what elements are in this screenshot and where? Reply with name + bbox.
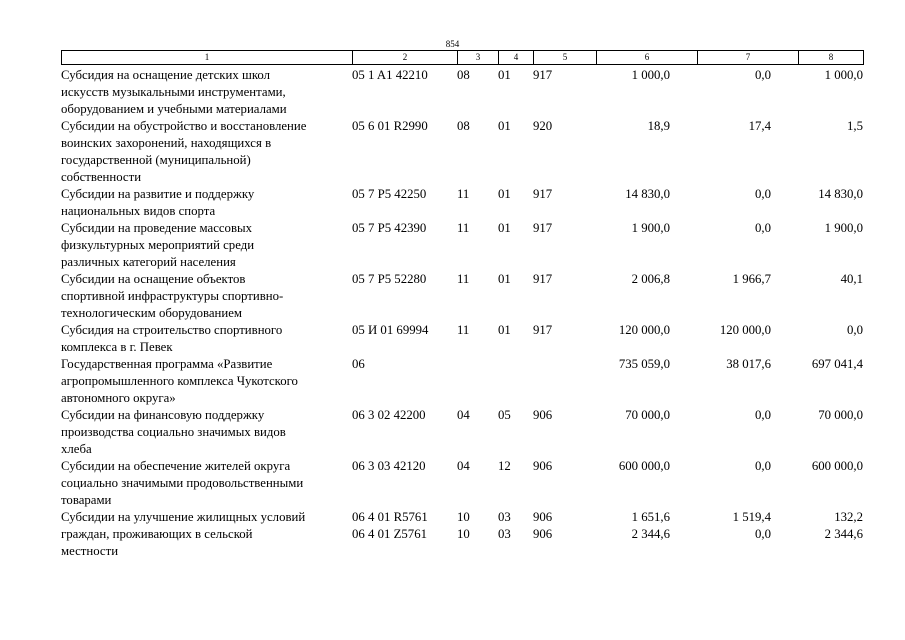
table-row [61, 356, 863, 407]
row-subsection: 01 [498, 187, 511, 201]
row-regional: 40,1 [840, 272, 863, 286]
row-total: 2 344,6 [631, 527, 670, 541]
table-row [61, 509, 863, 526]
row-subsection: 01 [498, 221, 511, 235]
row-section: 08 [457, 119, 470, 133]
row-subsection: 12 [498, 459, 511, 473]
row-name-line: Субсидии на обеспечение жителей округа [61, 459, 291, 473]
row-section: 11 [457, 187, 470, 201]
row-admin-code: 917 [533, 221, 553, 235]
row-federal: 120 000,0 [719, 323, 771, 337]
row-regional: 1,5 [847, 119, 863, 133]
row-regional: 132,2 [834, 510, 863, 524]
row-subsection: 03 [498, 527, 511, 541]
row-name [61, 407, 351, 458]
row-regional: 70 000,0 [818, 408, 863, 422]
row-admin-code: 906 [533, 527, 553, 541]
row-subsection: 01 [498, 68, 511, 82]
table-row [61, 118, 863, 186]
row-federal: 0,0 [755, 459, 771, 473]
row-federal: 0,0 [755, 68, 771, 82]
row-code: 05 7 P5 42250 [352, 187, 427, 201]
row-section: 04 [457, 459, 470, 473]
table-row [61, 458, 863, 509]
row-regional: 1 900,0 [824, 221, 863, 235]
row-name [61, 356, 351, 407]
table-row [61, 220, 863, 271]
row-name-line: хлеба [61, 442, 92, 456]
row-code: 05 1 A1 42210 [352, 68, 428, 82]
row-name [61, 526, 351, 560]
header-col-3: 3 [458, 51, 499, 65]
row-subsection: 01 [498, 119, 511, 133]
row-name-line: физкультурных мероприятий среди [61, 238, 255, 252]
row-admin-code: 906 [533, 510, 553, 524]
row-name [61, 220, 351, 271]
row-name-line: государственной (муниципальной) [61, 153, 251, 167]
row-name-line: товарами [61, 493, 112, 507]
row-total: 1 000,0 [631, 68, 670, 82]
row-code: 05 7 P5 42390 [352, 221, 427, 235]
row-total: 120 000,0 [618, 323, 670, 337]
row-name-line: спортивной инфраструктуры спортивно- [61, 289, 284, 303]
row-regional: 1 000,0 [824, 68, 863, 82]
table-row [61, 322, 863, 356]
row-code: 06 3 02 42200 [352, 408, 426, 422]
row-section: 11 [457, 272, 470, 286]
row-regional: 697 041,4 [811, 357, 863, 371]
header-col-4: 4 [499, 51, 534, 65]
row-federal: 0,0 [755, 187, 771, 201]
table-row [61, 407, 863, 458]
row-section: 10 [457, 527, 470, 541]
table-row [61, 186, 863, 220]
row-name-line: Субсидии на проведение массовых [61, 221, 252, 235]
row-section: 11 [457, 323, 470, 337]
row-admin-code: 917 [533, 323, 553, 337]
row-name-line: Субсидии на оснащение объектов [61, 272, 246, 286]
row-name-line: Субсидии на обустройство и восстановление [61, 119, 307, 133]
row-federal: 38 017,6 [726, 357, 771, 371]
row-regional: 2 344,6 [824, 527, 863, 541]
row-name-line: воинских захоронений, находящихся в [61, 136, 272, 150]
row-name-line: граждан, проживающих в сельской [61, 527, 253, 541]
row-name [61, 322, 351, 356]
row-federal: 1 519,4 [732, 510, 771, 524]
row-code: 05 И 01 69994 [352, 323, 429, 337]
row-name [61, 186, 351, 220]
row-admin-code: 920 [533, 119, 553, 133]
budget-table-body [61, 67, 863, 560]
row-federal: 0,0 [755, 527, 771, 541]
row-code: 06 4 01 Z5761 [352, 527, 428, 541]
row-regional: 600 000,0 [811, 459, 863, 473]
table-row [61, 526, 863, 560]
row-total: 70 000,0 [625, 408, 670, 422]
row-total: 2 006,8 [631, 272, 670, 286]
row-regional: 0,0 [847, 323, 863, 337]
header-col-6: 6 [597, 51, 698, 65]
row-total: 18,9 [647, 119, 670, 133]
row-code: 06 3 03 42120 [352, 459, 426, 473]
row-admin-code: 906 [533, 459, 553, 473]
header-col-2: 2 [353, 51, 458, 65]
row-section: 04 [457, 408, 470, 422]
row-subsection: 01 [498, 272, 511, 286]
row-name-line: производства социально значимых видов [61, 425, 286, 439]
row-name [61, 271, 351, 322]
row-name-line: Государственная программа «Развитие [61, 357, 273, 371]
row-name-line: искусств музыкальными инструментами, [61, 85, 286, 99]
row-name-line: Субсидии на улучшение жилищных условий [61, 510, 306, 524]
row-name [61, 509, 351, 526]
row-code: 05 7 P5 52280 [352, 272, 427, 286]
row-name [61, 118, 351, 186]
row-section: 08 [457, 68, 470, 82]
row-total: 735 059,0 [618, 357, 670, 371]
row-name-line: социально значимыми продовольственными [61, 476, 304, 490]
row-section: 11 [457, 221, 470, 235]
row-admin-code: 917 [533, 68, 553, 82]
page-number: 854 [445, 39, 460, 49]
header-col-8: 8 [799, 51, 864, 65]
row-admin-code: 917 [533, 272, 553, 286]
row-federal: 17,4 [748, 119, 771, 133]
row-name-line: местности [61, 544, 119, 558]
column-header-row [61, 50, 864, 65]
row-name-line: Субсидия на строительство спортивного [61, 323, 283, 337]
row-federal: 1 966,7 [732, 272, 771, 286]
row-total: 600 000,0 [618, 459, 670, 473]
row-name-line: Субсидии на развитие и поддержку [61, 187, 255, 201]
row-name-line: Субсидии на финансовую поддержку [61, 408, 265, 422]
row-federal: 0,0 [755, 408, 771, 422]
row-name-line: автономного округа» [61, 391, 176, 405]
row-section: 10 [457, 510, 470, 524]
row-total: 14 830,0 [625, 187, 670, 201]
header-col-7: 7 [698, 51, 799, 65]
table-row [61, 271, 863, 322]
row-name-line: собственности [61, 170, 142, 184]
row-total: 1 651,6 [631, 510, 670, 524]
row-name-line: комплекса в г. Певек [61, 340, 173, 354]
row-name-line: Субсидия на оснащение детских школ [61, 68, 271, 82]
row-total: 1 900,0 [631, 221, 670, 235]
row-name-line: технологическим оборудованием [61, 306, 243, 320]
row-subsection: 05 [498, 408, 511, 422]
row-name-line: агропромышленного комплекса Чукотского [61, 374, 298, 388]
row-name [61, 458, 351, 509]
row-code: 06 4 01 R5761 [352, 510, 428, 524]
row-code: 05 6 01 R2990 [352, 119, 428, 133]
header-col-1: 1 [62, 51, 353, 65]
row-name-line: различных категорий населения [61, 255, 236, 269]
table-row [61, 67, 863, 118]
row-name-line: оборудованием и учебными материалами [61, 102, 287, 116]
row-federal: 0,0 [755, 221, 771, 235]
row-subsection: 01 [498, 323, 511, 337]
row-name [61, 67, 351, 118]
row-admin-code: 917 [533, 187, 553, 201]
row-code: 06 [352, 357, 365, 371]
row-admin-code: 906 [533, 408, 553, 422]
row-subsection: 03 [498, 510, 511, 524]
header-col-5: 5 [534, 51, 597, 65]
row-name-line: национальных видов спорта [61, 204, 216, 218]
row-regional: 14 830,0 [818, 187, 863, 201]
